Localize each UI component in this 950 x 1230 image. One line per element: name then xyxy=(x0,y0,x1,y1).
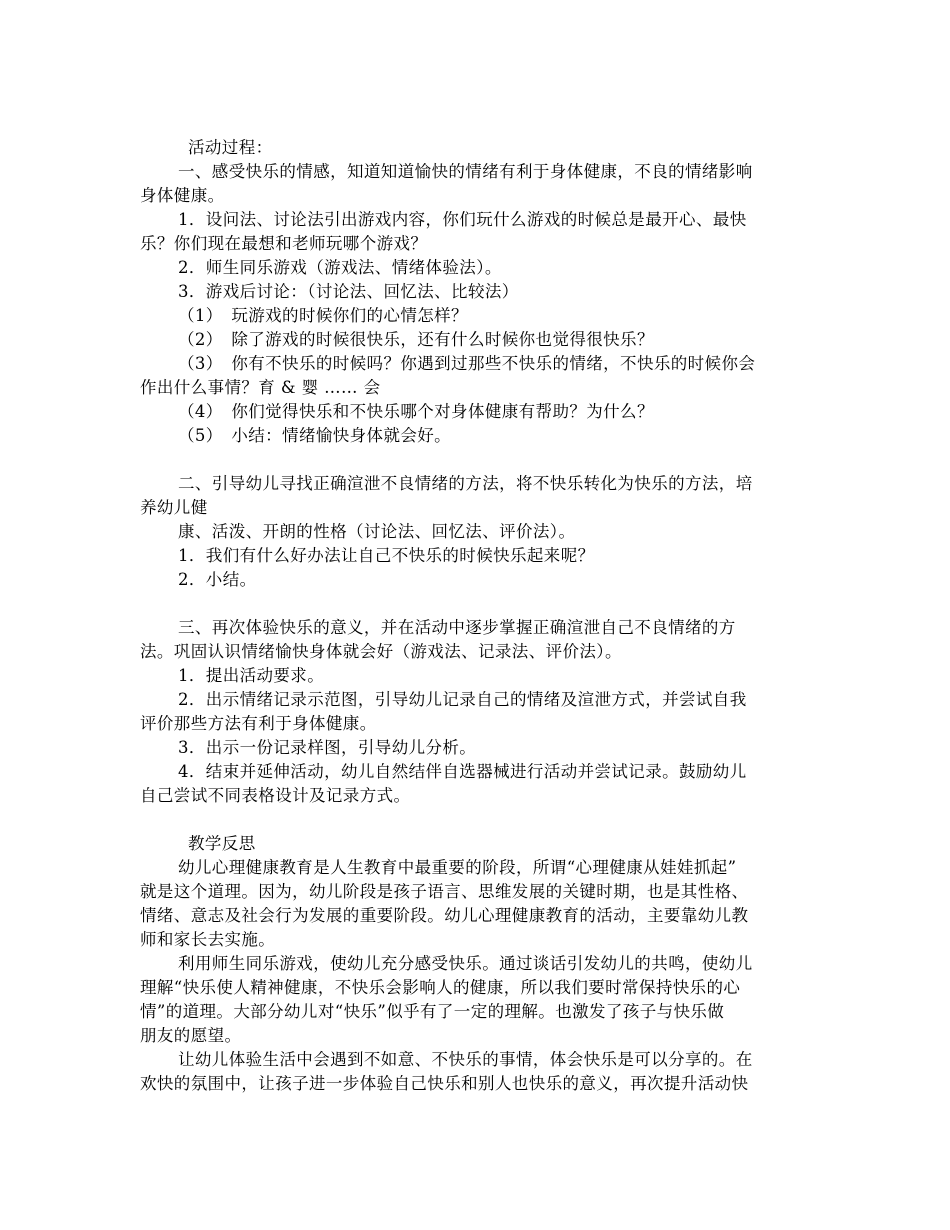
reflection-paragraph-line: 让幼儿体验生活中会遇到不如意、不快乐的事情，体会快乐是可以分享的。在 xyxy=(178,1050,753,1069)
section-one-item-line: 1．设问法、讨论法引出游戏内容，你们玩什么游戏的时候总是最开心、最快 xyxy=(178,210,747,229)
section-heading-activity-process: 活动过程： xyxy=(188,138,273,157)
section-three-item-line: 自己尝试不同表格设计及记录方式。 xyxy=(140,786,411,805)
discussion-question: （2） 除了游戏的时候很快乐，还有什么时候你也觉得很快乐？ xyxy=(178,330,654,349)
reflection-paragraph-line: 情绪、意志及社会行为发展的重要阶段。幼儿心理健康教育的活动，主要靠幼儿教 xyxy=(140,906,749,925)
section-two-item-line: 2．小结。 xyxy=(178,570,257,589)
reflection-paragraph-line: 朋友的愿望。 xyxy=(140,1026,242,1045)
section-two-item-line: 1．我们有什么好办法让自己不快乐的时候快乐起来呢？ xyxy=(178,546,595,565)
reflection-paragraph-line: 师和家长去实施。 xyxy=(140,930,276,949)
section-two-intro-line: 养幼儿健 xyxy=(140,498,208,517)
section-one-intro-line: 一、感受快乐的情感，知道知道愉快的情绪有利于身体健康，不良的情绪影响 xyxy=(178,162,753,181)
section-three-item-line: 3．出示一份记录样图，引导幼儿分析。 xyxy=(178,738,477,757)
discussion-question: （4） 你们觉得快乐和不快乐哪个对身体健康有帮助？为什么？ xyxy=(178,402,654,421)
section-two-intro-line: 二、引导幼儿寻找正确渲泄不良情绪的方法，将不快乐转化为快乐的方法，培 xyxy=(178,474,753,493)
reflection-paragraph-line: 情”的道理。大部分幼儿对“快乐”似乎有了一定的理解。也激发了孩子与快乐做 xyxy=(140,1002,725,1021)
section-two-intro-line: 康、活泼、开朗的性格（讨论法、回忆法、评价法）。 xyxy=(178,522,576,541)
reflection-paragraph-line: 就是这个道理。因为，幼儿阶段是孩子语言、思维发展的关键时期，也是其性格、 xyxy=(140,882,749,901)
discussion-question: （1） 玩游戏的时候你们的心情怎样？ xyxy=(178,306,468,325)
discussion-question: （3） 你有不快乐的时候吗？你遇到过那些不快乐的情绪，不快乐的时候你会 xyxy=(178,354,756,373)
reflection-paragraph-line: 幼儿心理健康教育是人生教育中最重要的阶段，所谓“心理健康从娃娃抓起” xyxy=(178,858,737,877)
section-one-item-line: 2．师生同乐游戏（游戏法、情绪体验法）。 xyxy=(178,258,502,277)
section-three-item-line: 2．出示情绪记录示范图，引导幼儿记录自己的情绪及渲泄方式，并尝试自我 xyxy=(178,690,747,709)
section-three-item-line: 评价那些方法有利于身体健康。 xyxy=(140,714,377,733)
discussion-question: （5） 小结：情绪愉快身体就会好。 xyxy=(178,426,452,445)
reflection-paragraph-line: 欢快的氛围中，让孩子进一步体验自己快乐和别人也快乐的意义，再次提升活动快 xyxy=(140,1074,749,1093)
discussion-question: 作出什么事情？育 & 婴 …… 会 xyxy=(140,378,381,397)
section-one-item-line: 乐？你们现在最想和老师玩哪个游戏？ xyxy=(140,234,428,253)
section-three-item-line: 4．结束并延伸活动，幼儿自然结伴自选器械进行活动并尝试记录。鼓励幼儿 xyxy=(178,762,747,781)
reflection-paragraph-line: 理解“快乐使人精神健康，不快乐会影响人的健康，所以我们要时常保持快乐的心 xyxy=(140,978,741,997)
section-one-intro-line: 身体健康。 xyxy=(140,186,225,205)
section-three-intro-line: 三、再次体验快乐的意义，并在活动中逐步掌握正确渲泄自己不良情绪的方 xyxy=(178,618,736,637)
section-heading-reflection: 教学反思 xyxy=(188,834,256,853)
section-three-intro-line: 法。巩固认识情绪愉快身体就会好（游戏法、记录法、评价法）。 xyxy=(140,642,622,661)
section-one-item-line: 3．游戏后讨论：（讨论法、回忆法、比较法） xyxy=(178,282,519,301)
section-three-item-line: 1．提出活动要求。 xyxy=(178,666,325,685)
reflection-paragraph-line: 利用师生同乐游戏，使幼儿充分感受快乐。通过谈话引发幼儿的共鸣，使幼儿 xyxy=(178,954,753,973)
